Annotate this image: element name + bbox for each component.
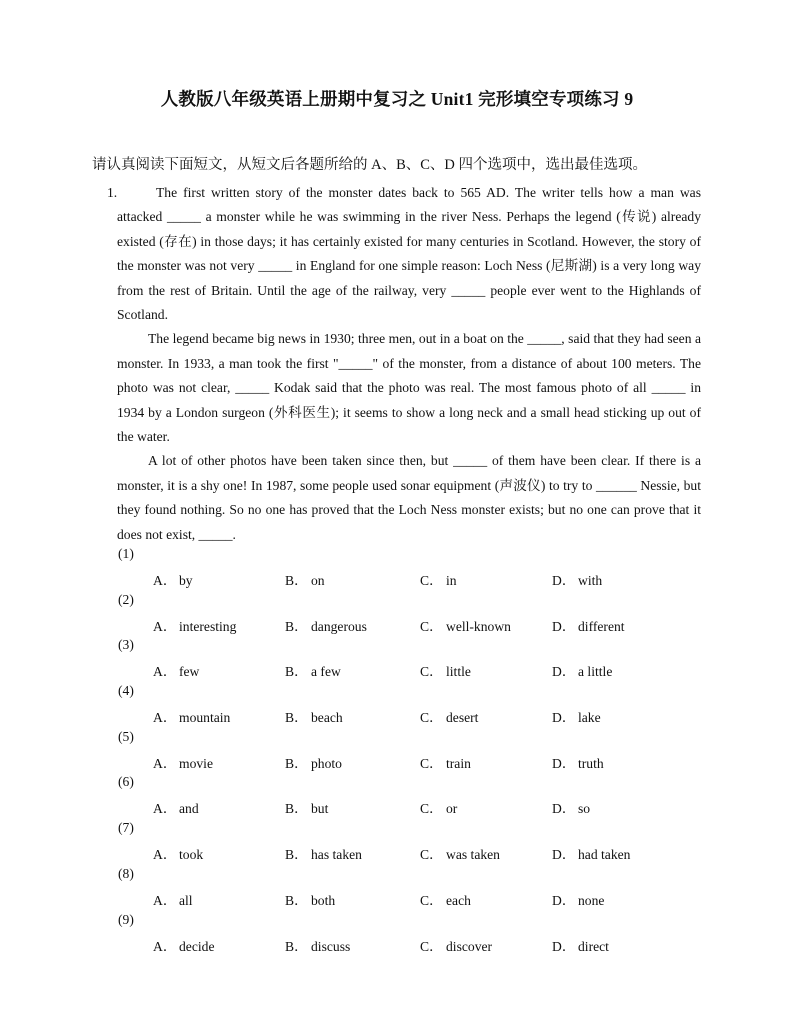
option-d[interactable]: D． direct <box>552 938 609 954</box>
option-a[interactable]: A． and <box>153 801 199 817</box>
option-b[interactable]: B． photo <box>285 755 342 771</box>
question-label: (3) <box>118 637 134 653</box>
question-item <box>118 912 718 958</box>
question-item <box>118 637 718 683</box>
option-b[interactable]: B． but <box>285 801 329 817</box>
question-label: (7) <box>118 820 134 836</box>
question-item <box>118 820 718 866</box>
question-label: (8) <box>118 865 134 881</box>
option-c[interactable]: C． discover <box>420 938 493 954</box>
option-b[interactable]: B． on <box>285 573 325 588</box>
paragraph: The first written story of the monster dates back to 565 AD. The writer tells how a man was attacked _____ a monster while he was swimming in the river Ness. Perhaps the legend (传说) already existed (存在) in those days; it has certainly existed for many centuries in Scotland. However, the story of the monster was not very _____ in England for one simple reason: Loch Ness (尼斯湖) is a very long way from the rest of Britain. Until the age of the railway, very _____ people ever went to the Highlands of Scotland. <box>117 185 701 323</box>
instruction-text: 请认真阅读下面短文，从短文后各题所给的 A、B、C、D 四个选项中，选出最佳选项。 <box>92 157 648 173</box>
question-item <box>118 683 718 729</box>
option-c[interactable]: C． little <box>420 664 471 680</box>
question-item <box>118 729 718 775</box>
paragraph: The legend became big news in 1930; three men, out in a boat on the _____, said that they had seen a monster. In 1933, a man took the first "_____" of the monster, from a distance of about 100 meters. The photo was not clear, _____ Kodak said that the photo was real. The most famous photo of all _____ in 1934 by a London surgeon (外科医生); it seems to show a long neck and a small head sticking up out of the water. <box>117 331 701 445</box>
option-d[interactable]: D． so <box>552 801 591 817</box>
question-label: (2) <box>118 591 134 607</box>
option-d[interactable]: D． a little <box>552 664 613 680</box>
page-title: 人教版八年级英语上册期中复习之 Unit1 完形填空专项练习 9 <box>160 89 634 109</box>
question-label: (5) <box>118 728 134 744</box>
option-d[interactable]: D． lake <box>552 710 601 726</box>
option-a[interactable]: A． mountain <box>153 710 231 726</box>
option-c[interactable]: C． was taken <box>420 847 500 863</box>
option-b[interactable]: B． a few <box>285 664 341 680</box>
option-c[interactable]: C． well-known <box>420 618 511 634</box>
option-c[interactable]: C． train <box>420 755 471 771</box>
option-b[interactable]: B． beach <box>285 710 343 726</box>
option-c[interactable]: C． each <box>420 892 471 908</box>
question-item <box>118 592 718 638</box>
passage <box>107 181 701 547</box>
question-label: (9) <box>118 911 134 927</box>
option-a[interactable]: A． took <box>153 847 204 863</box>
option-b[interactable]: B． both <box>285 892 336 908</box>
option-c[interactable]: C． in <box>420 573 457 588</box>
option-d[interactable]: D． with <box>552 573 603 588</box>
question-number: 1. <box>107 185 118 200</box>
option-a[interactable]: A． interesting <box>153 618 237 634</box>
option-c[interactable]: C． desert <box>420 710 479 726</box>
question-label: (6) <box>118 774 134 790</box>
option-c[interactable]: C． or <box>420 801 458 817</box>
option-b[interactable]: B． discuss <box>285 938 351 954</box>
question-item <box>118 546 718 592</box>
options-list <box>118 546 718 957</box>
option-a[interactable]: A． decide <box>153 938 215 954</box>
option-d[interactable]: D． different <box>552 618 625 634</box>
option-d[interactable]: D． truth <box>552 755 604 771</box>
question-item <box>118 774 718 820</box>
option-d[interactable]: D． had taken <box>552 847 631 863</box>
option-a[interactable]: A． movie <box>153 755 213 771</box>
question-label: (1) <box>118 546 134 561</box>
question-item <box>118 866 718 912</box>
question-label: (4) <box>118 683 134 699</box>
paragraph: A lot of other photos have been taken since then, but _____ of them have been clear. If there is a monster, it is a shy one! In 1987, some people used sonar equipment (声波仪) to try to ______ Nessie, but they found nothing. So no one has proved that the Loch Ness monster exists; but no one can prove that it does not exist, _____. <box>117 453 701 542</box>
option-d[interactable]: D． none <box>552 892 605 908</box>
option-a[interactable]: A． all <box>153 892 193 908</box>
option-b[interactable]: B． dangerous <box>285 618 367 634</box>
option-b[interactable]: B． has taken <box>285 847 362 863</box>
option-a[interactable]: A． by <box>153 573 193 588</box>
option-a[interactable]: A． few <box>153 664 200 680</box>
